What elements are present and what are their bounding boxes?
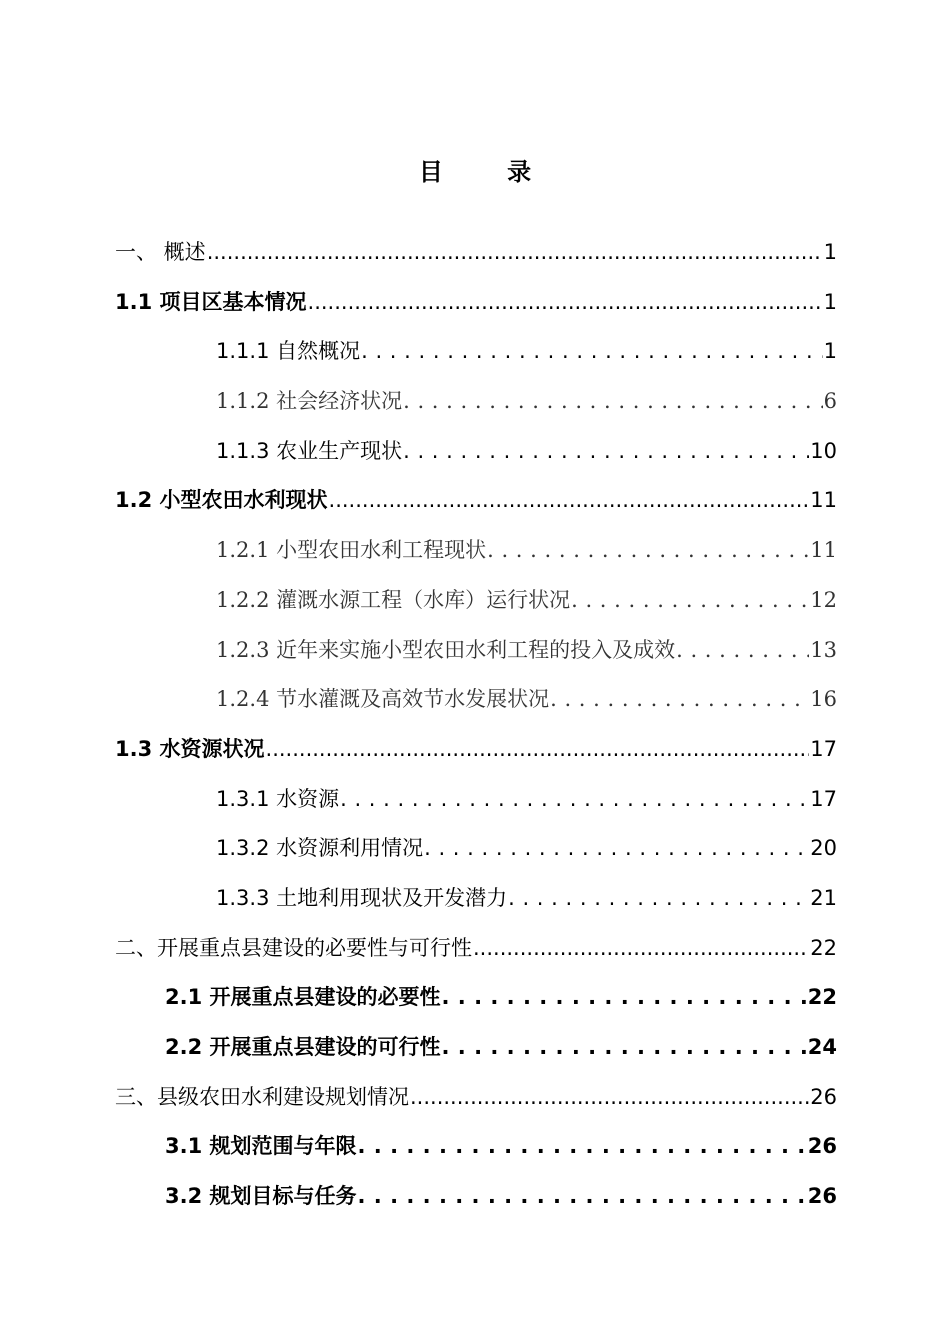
toc-entry-page: 26 bbox=[807, 1134, 837, 1159]
toc-entry-label: 1.1.1 自然概况 bbox=[216, 339, 361, 364]
toc-leader-dots bbox=[508, 874, 809, 924]
toc-entry-page: 1 bbox=[823, 339, 837, 364]
toc-leader-dots bbox=[340, 775, 809, 825]
toc-leader-dots bbox=[358, 1122, 807, 1172]
toc-entry-1-3-3[interactable] bbox=[115, 874, 837, 924]
toc-entry-3[interactable] bbox=[115, 1073, 837, 1123]
toc-entry-label: 1.3.3 土地利用现状及开发潜力 bbox=[216, 885, 508, 910]
page-title: 目 录 bbox=[418, 157, 560, 186]
toc-entry-2[interactable] bbox=[115, 924, 837, 974]
toc-entry-1-2-1[interactable] bbox=[115, 526, 837, 576]
toc-entry-1-3-1[interactable] bbox=[115, 775, 837, 825]
toc-leader-dots bbox=[403, 377, 823, 427]
toc-leader-dots bbox=[266, 725, 810, 775]
toc-entry-page: 20 bbox=[810, 836, 837, 861]
toc-entry-page: 10 bbox=[810, 438, 837, 463]
toc-leader-dots bbox=[487, 526, 809, 576]
toc-leader-dots bbox=[329, 476, 810, 526]
toc-entry-label: 1.2.2 灌溉水源工程（水库）运行状况 bbox=[216, 587, 571, 612]
toc-leader-dots bbox=[424, 824, 809, 874]
toc-entry-page: 17 bbox=[810, 786, 837, 811]
toc-entry-1-1-3[interactable] bbox=[115, 427, 837, 477]
toc-entry-1-2-2[interactable] bbox=[115, 576, 837, 626]
toc-entry-label: 二、开展重点县建设的必要性与可行性 bbox=[115, 935, 472, 960]
toc-entry-page: 1 bbox=[823, 289, 837, 314]
toc-leader-dots bbox=[571, 576, 809, 626]
toc-entry-page: 26 bbox=[810, 1084, 837, 1109]
toc-entry-1-3-2[interactable] bbox=[115, 824, 837, 874]
toc-entry-label: 1.3.2 水资源利用情况 bbox=[216, 836, 424, 861]
toc-entry-label: 1.2.4 节水灌溉及高效节水发展状况 bbox=[216, 687, 550, 712]
toc-entry-page: 26 bbox=[807, 1184, 837, 1209]
toc-entry-label: 1.1.2 社会经济状况 bbox=[216, 389, 403, 414]
toc-entry-page: 11 bbox=[810, 488, 837, 513]
toc-entry-1-1[interactable] bbox=[115, 278, 837, 328]
toc-entry-page: 11 bbox=[810, 538, 837, 563]
toc-leader-dots bbox=[410, 1073, 809, 1123]
toc-entry-1-2[interactable] bbox=[115, 476, 837, 526]
toc-entry-label: 1.2 小型农田水利现状 bbox=[115, 488, 328, 513]
toc-entry-page: 22 bbox=[810, 935, 837, 960]
toc-entry-1[interactable] bbox=[115, 228, 837, 278]
toc-entry-label: 一、 概述 bbox=[115, 240, 206, 264]
toc-entry-label: 1.3.1 水资源 bbox=[216, 786, 340, 811]
toc-leader-dots bbox=[361, 327, 823, 377]
toc-entry-2-1[interactable] bbox=[115, 973, 837, 1023]
toc-entry-label: 1.2.1 小型农田水利工程现状 bbox=[216, 538, 487, 563]
toc-entry-label: 2.1 开展重点县建设的必要性 bbox=[165, 985, 441, 1010]
toc-entry-label: 三、县级农田水利建设规划情况 bbox=[115, 1084, 409, 1109]
toc-leader-dots bbox=[358, 1172, 807, 1222]
toc-entry-label: 3.2 规划目标与任务 bbox=[165, 1184, 357, 1209]
toc-entry-page: 13 bbox=[810, 637, 837, 662]
toc-entry-page: 12 bbox=[810, 587, 837, 612]
toc-entry-label: 2.2 开展重点县建设的可行性 bbox=[165, 1035, 441, 1059]
toc-entry-page: 21 bbox=[810, 885, 837, 910]
toc-leader-dots bbox=[550, 675, 809, 725]
toc-entry-3-2[interactable] bbox=[115, 1172, 837, 1222]
toc-entry-1-2-3[interactable] bbox=[115, 626, 837, 676]
toc-entry-page: 22 bbox=[807, 985, 837, 1010]
toc-entry-page: 1 bbox=[823, 240, 837, 264]
toc-leader-dots bbox=[403, 427, 809, 477]
toc-entry-1-1-1[interactable] bbox=[115, 327, 837, 377]
toc-entry-1-1-2[interactable] bbox=[115, 377, 837, 427]
toc-entry-page: 24 bbox=[807, 1035, 837, 1059]
toc-leader-dots bbox=[442, 1023, 807, 1073]
toc-entry-label: 1.2.3 近年来实施小型农田水利工程的投入及成效 bbox=[216, 637, 676, 662]
toc-leader-dots bbox=[676, 626, 809, 676]
toc-entry-page: 16 bbox=[810, 687, 837, 712]
toc-entry-1-2-4[interactable] bbox=[115, 675, 837, 725]
toc-leader-dots bbox=[442, 973, 807, 1023]
toc-leader-dots bbox=[308, 278, 823, 328]
toc-leader-dots bbox=[473, 924, 809, 974]
toc-leader-dots bbox=[207, 228, 823, 278]
table-of-contents bbox=[115, 228, 837, 1222]
toc-entry-3-1[interactable] bbox=[115, 1122, 837, 1172]
toc-entry-label: 1.3 水资源状况 bbox=[115, 736, 265, 761]
toc-entry-label: 3.1 规划范围与年限 bbox=[165, 1134, 357, 1159]
toc-entry-label: 1.1.3 农业生产现状 bbox=[216, 438, 403, 463]
toc-entry-page: 6 bbox=[823, 389, 837, 414]
toc-entry-2-2[interactable] bbox=[115, 1023, 837, 1073]
toc-entry-label: 1.1 项目区基本情况 bbox=[115, 289, 307, 314]
toc-entry-1-3[interactable] bbox=[115, 725, 837, 775]
toc-entry-page: 17 bbox=[810, 736, 837, 761]
